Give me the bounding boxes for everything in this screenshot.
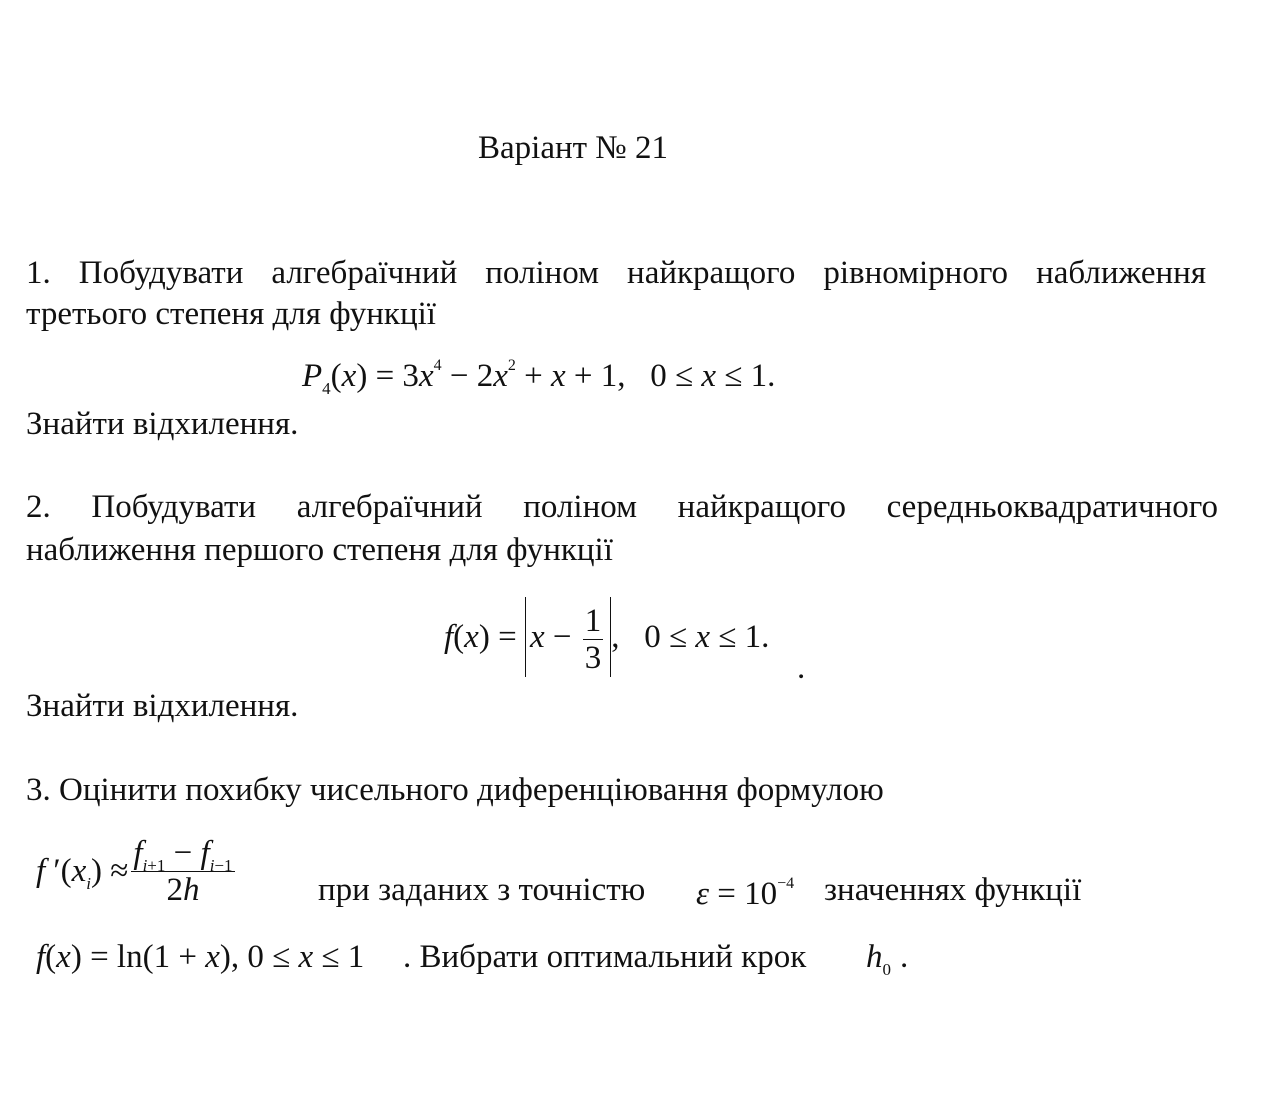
task1-word: найкращого [627,255,796,291]
task1-line1 [26,253,1206,293]
task3-function-formula: f(x) = ln(1 + x), 0 ≤ x ≤ 1 [36,939,365,975]
task3-step-formula: $h_0$ [866,939,891,979]
task1-formula: $P_4(x) = 3x^4 - 2x^2 + x + 1$, 0 ≤ x ≤ 1. [302,357,776,398]
task3-end-dot: . [900,939,909,975]
task2-word: поліном [523,489,637,525]
task3-text-values: значеннях функції [824,872,1082,908]
task2-line1 [26,487,1218,527]
task1-line2: третього степеня для функції [26,296,436,332]
task3-derivative-formula: f $'(x_i)$ ≈ $\frac{f_{i+1} - f_{i-1}}{2h}$ [36,834,233,908]
task1-word: алгебраїчний [271,255,458,291]
task1-word: поліном [485,255,600,291]
task1-find: Знайти відхилення. [26,406,299,442]
task2-find: Знайти відхилення. [26,688,299,724]
task2-word: 2. [26,489,51,525]
task3-line1: 3. Оцінити похибку чисельного диференціювання формулою [26,772,884,808]
task2-formula: f(x) = x − $\frac{1}{3}$ , 0 ≤ x ≤ 1. [444,592,769,682]
task2-word: найкращого [677,489,846,525]
task2-word: алгебраїчний [296,489,483,525]
task1-word: 1. [26,255,51,291]
page-title: Варіант № 21 [478,130,669,166]
task1-word: наближення [1036,255,1206,291]
task3-text-choose: . Вибрати оптимальний крок [403,939,807,975]
task2-word: середньоквадратичного [886,489,1218,525]
task2-word: Побудувати [91,489,257,525]
task2-line2: наближення першого степеня для функції [26,532,613,568]
task3-eps-formula: $\varepsilon = 10^{-4}$ [696,875,795,912]
task1-word: рівномірного [823,255,1009,291]
task3-text-given: при заданих з точністю [318,872,646,908]
task1-word: Побудувати [78,255,244,291]
task2-trailing-dot: . [797,650,806,686]
